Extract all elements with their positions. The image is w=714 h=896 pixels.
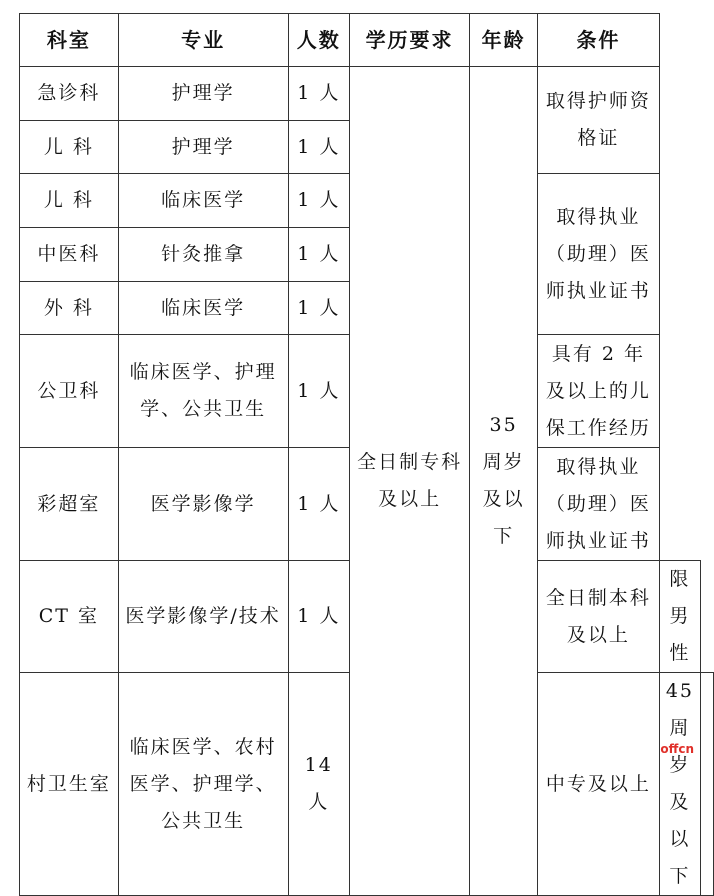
header-major: 专业 <box>118 14 288 67</box>
major-cell: 护理学 <box>118 121 288 174</box>
count-cell: 1 人 <box>288 282 349 335</box>
condition-cell: 取得执业（助理）医师执业证书 <box>538 174 660 335</box>
dept-cell: 公卫科 <box>20 335 119 448</box>
header-age: 年龄 <box>470 14 538 67</box>
dept-cell: 外 科 <box>20 282 119 335</box>
header-row <box>20 14 714 67</box>
major-cell: 临床医学、农村医学、护理学、公共卫生 <box>118 673 288 896</box>
recruitment-table <box>19 13 714 896</box>
age-cell: 35 周岁及以下 <box>470 67 538 896</box>
education-cell: 全日制专科及以上 <box>349 67 469 896</box>
dept-cell: 彩超室 <box>20 448 119 561</box>
count-cell: 1 人 <box>288 561 349 673</box>
count-cell: 1 人 <box>288 448 349 561</box>
header-dept: 科室 <box>20 14 119 67</box>
watermark-logo: offcn <box>660 742 694 756</box>
major-cell: 临床医学、护理学、公共卫生 <box>118 335 288 448</box>
major-cell: 临床医学 <box>118 174 288 228</box>
age-cell: 45 周岁及以下 <box>659 673 700 896</box>
education-cell: 全日制本科及以上 <box>538 561 660 673</box>
header-condition: 条件 <box>538 14 660 67</box>
condition-cell: 限男性 <box>659 561 700 673</box>
dept-cell: CT 室 <box>20 561 119 673</box>
major-cell: 医学影像学/技术 <box>118 561 288 673</box>
condition-cell: 取得护师资格证 <box>538 67 660 174</box>
count-cell: 1 人 <box>288 121 349 174</box>
count-cell: 1 人 <box>288 67 349 121</box>
header-education: 学历要求 <box>349 14 469 67</box>
dept-cell: 儿 科 <box>20 174 119 228</box>
dept-cell: 中医科 <box>20 228 119 282</box>
header-count: 人数 <box>288 14 349 67</box>
condition-cell: 具有 2 年及以上的儿保工作经历 <box>538 335 660 448</box>
education-cell: 中专及以上 <box>538 673 660 896</box>
count-cell: 1 人 <box>288 228 349 282</box>
count-cell: 14 人 <box>288 673 349 896</box>
table-row <box>20 67 714 121</box>
dept-cell: 急诊科 <box>20 67 119 121</box>
condition-cell: 取得执业（助理）医师执业证书 <box>538 448 660 561</box>
major-cell: 针灸推拿 <box>118 228 288 282</box>
dept-cell: 村卫生室 <box>20 673 119 896</box>
major-cell: 护理学 <box>118 67 288 121</box>
condition-cell <box>701 673 714 896</box>
major-cell: 医学影像学 <box>118 448 288 561</box>
count-cell: 1 人 <box>288 335 349 448</box>
count-cell: 1 人 <box>288 174 349 228</box>
dept-cell: 儿 科 <box>20 121 119 174</box>
major-cell: 临床医学 <box>118 282 288 335</box>
